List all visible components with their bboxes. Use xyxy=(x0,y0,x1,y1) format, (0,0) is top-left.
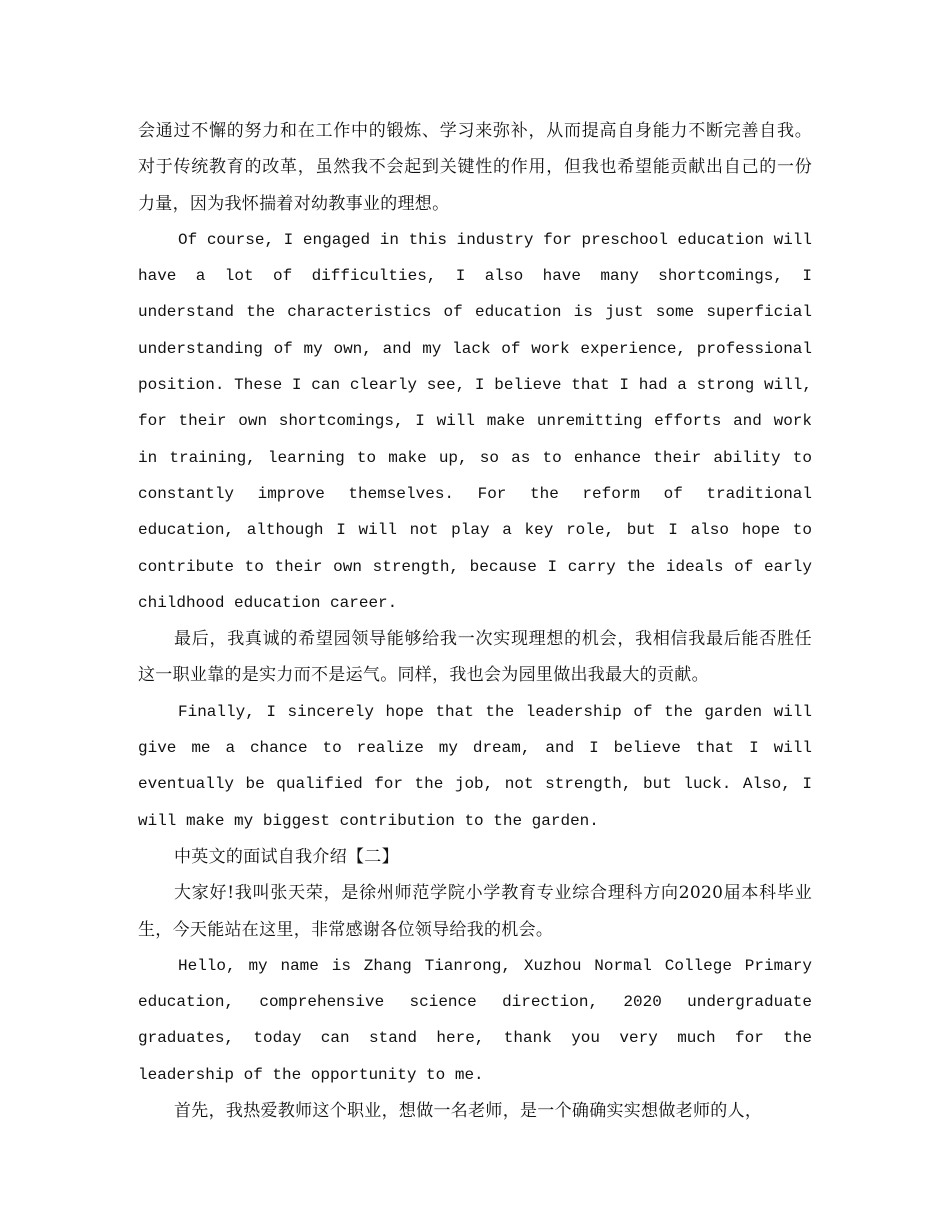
document-page xyxy=(138,113,812,1129)
paragraph-en-greeting: Hello, my name is Zhang Tianrong, Xuzhou Normal College Primary education, comprehensive science direction, 2020 undergraduate graduates, today can stand here, thank you very much for the leadership of the opportunity to me. xyxy=(138,956,812,1084)
paragraph-zh-finally: 最后，我真诚的希望园领导能够给我一次实现理想的机会，我相信我最后能否胜任这一职业靠的是实力而不是运气。同样，我也会为园里做出我最大的贡献。 xyxy=(138,629,812,686)
paragraph-zh-continuation: 会通过不懈的努力和在工作中的锻炼、学习来弥补，从而提高自身能力不断完善自我。对于传统教育的改革，虽然我不会起到关键性的作用，但我也希望能贡献出自己的一份力量，因为我怀揣着对幼教事业的理想。 xyxy=(138,121,812,214)
paragraph-en-finally: Finally, I sincerely hope that the leadership of the garden will give me a chance to realize my dream, and I believe that I will eventually be qualified for the job, not strength, but luck. Also, I will make my biggest contribution to the garden. xyxy=(138,702,812,830)
paragraph-zh-greeting: 大家好!我叫张天荣，是徐州师范学院小学教育专业综合理科方向2020届本科毕业生，今天能站在这里，非常感谢各位领导给我的机会。 xyxy=(138,883,812,940)
paragraph-en-difficulties: Of course, I engaged in this industry for preschool education will have a lot of difficulties, I also have many shortcomings, I understand the characteristics of education is just some superficial understanding of my own, and my lack of work experience, professional position. These I can clearly see, I believe that I had a strong will, for their own shortcomings, I will make unremitting efforts and work in training, learning to make up, so as to enhance their ability to constantly improve themselves. For the reform of traditional education, although I will not play a key role, but I also hope to contribute to their own strength, because I carry the ideals of early childhood education career. xyxy=(138,230,812,612)
paragraph-zh-first: 首先，我热爱教师这个职业，想做一名老师，是一个确确实实想做老师的人， xyxy=(174,1101,763,1122)
section-heading: 中英文的面试自我介绍【二】 xyxy=(174,846,399,867)
